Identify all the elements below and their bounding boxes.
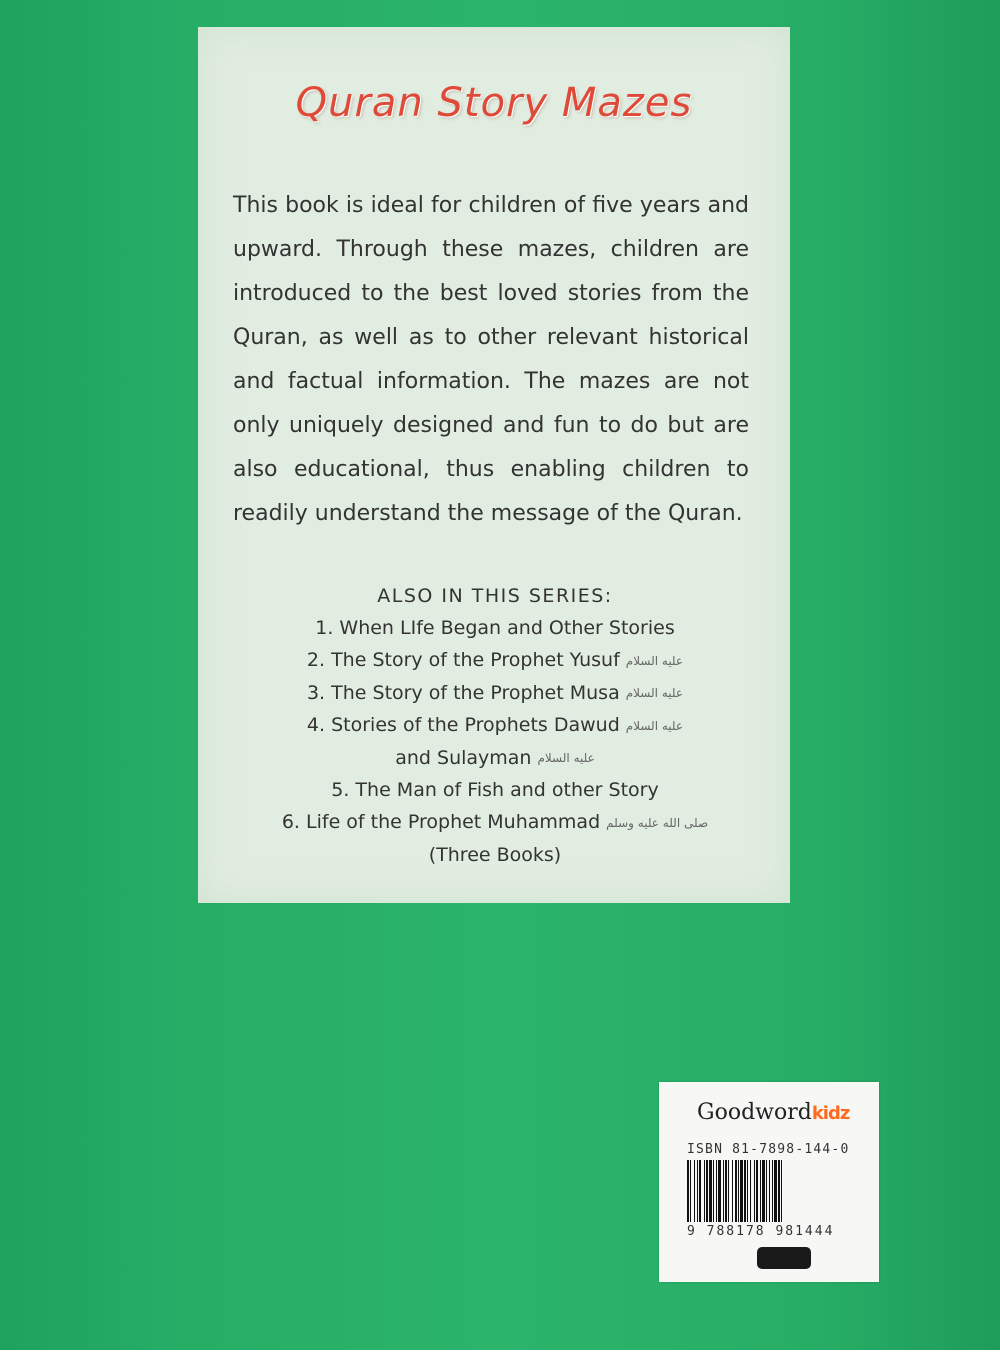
- honorific-glyph: عليه السلام: [625, 686, 684, 700]
- series-list: [260, 580, 730, 871]
- series-item: 5. The Man of Fish and other Story: [331, 779, 659, 801]
- series-item: (Three Books): [428, 843, 562, 866]
- book-title: Quran Story Mazes: [295, 80, 693, 126]
- series-item: 6. Life of the Prophet Muhammad صلى الله عليه وسلم: [281, 811, 709, 833]
- series-item: 4. Stories of the Prophets Dawud عليه السلام: [306, 714, 684, 736]
- isbn-text: ISBN 81-7898-144-0: [687, 1142, 850, 1157]
- barcode-number: 9 788178 981444: [687, 1224, 835, 1239]
- series-item: 3. The Story of the Prophet Musa عليه السلام: [306, 681, 684, 704]
- honorific-glyph: عليه السلام: [537, 751, 595, 765]
- price-sticker: [757, 1247, 811, 1269]
- barcode-icon: [687, 1160, 853, 1222]
- honorific-glyph: عليه السلام: [625, 653, 684, 668]
- honorific-glyph: عليه السلام: [625, 718, 684, 733]
- series-item: 2. The Story of the Prophet Yusuf عليه السلام: [306, 649, 684, 671]
- barcode-label: [659, 1082, 879, 1282]
- honorific-glyph: صلى الله عليه وسلم: [606, 815, 709, 830]
- series-heading: ALSO IN THIS SERIES:: [377, 585, 613, 607]
- series-item: and Sulayman عليه السلام: [395, 746, 595, 769]
- book-description: [233, 184, 749, 536]
- description-text: This book is ideal for children of five years and upward. Through these mazes, children are introduced to the best loved stories from the Quran, as well as to other relevant historical and factual information. The mazes are not only uniquely designed and fun to do but are also educational, thus enabling children to readily understand the message of the Quran.: [233, 193, 749, 526]
- publisher-logo: Goodwordkidz: [697, 1100, 850, 1125]
- series-item: 1. When LIfe Began and Other Stories: [315, 617, 675, 639]
